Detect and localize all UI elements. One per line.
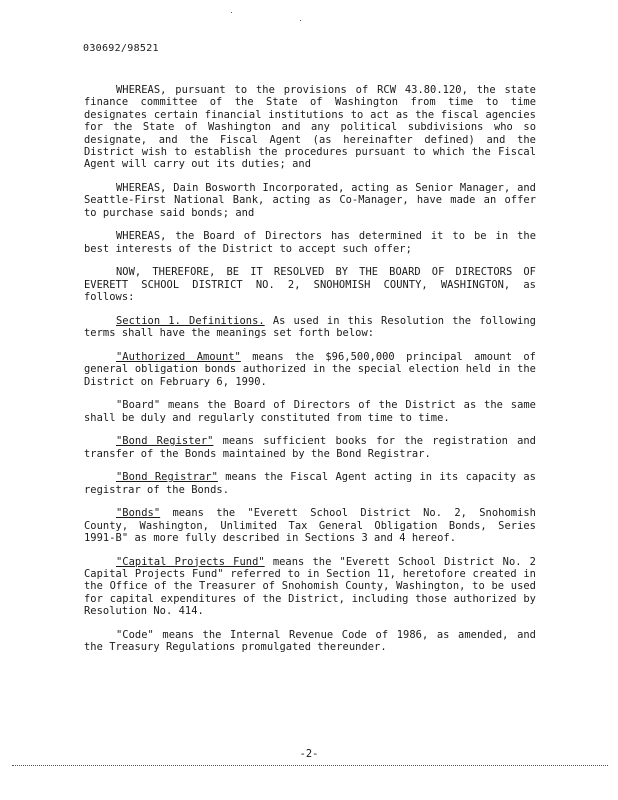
paragraph-text: WHEREAS, the Board of Directors has determined it to be in the best interests of the District to accept such offer;: [84, 230, 536, 255]
paragraph-resolved: [84, 266, 536, 303]
scan-speck: [300, 20, 301, 21]
definition-bond-registrar: [84, 471, 536, 496]
paragraph-section-1: [84, 315, 536, 340]
definition-text: means the Board of Directors of the District as the same shall be duly and regularly constituted from time to time.: [84, 399, 536, 424]
definition-term: "Bond Register": [116, 435, 214, 448]
definition-term: "Authorized Amount": [116, 350, 241, 363]
paragraph-whereas-fiscal-agent: [84, 84, 536, 171]
definition-capital-projects-fund: [84, 556, 536, 618]
definition-term: "Bond Registrar": [116, 471, 218, 484]
paragraph-whereas-best-interests: [84, 230, 536, 255]
definition-board: [84, 399, 536, 424]
definition-text: means sufficient books for the registration and transfer of the Bonds maintained by the Bond Registrar.: [84, 435, 536, 460]
definition-term: "Bonds": [116, 507, 161, 520]
definition-term: "Capital Projects Fund": [116, 555, 265, 568]
definition-term: "Code": [116, 628, 154, 641]
paragraph-text: NOW, THEREFORE, BE IT RESOLVED BY THE BOARD OF DIRECTORS OF EVERETT SCHOOL DISTRICT NO. 2, SNOHOMISH COUNTY, WASHINGTON, as follows:: [84, 266, 536, 304]
definition-bond-register: [84, 435, 536, 460]
definition-text: means the "Everett School District No. 2, Snohomish County, Washington, Unlimited Tax General Obligation Bonds, Series 1991-B" as more fully described in Sections 3 and 4 hereof.: [84, 507, 536, 545]
section-heading: Section 1. Definitions.: [116, 314, 265, 327]
paragraph-text: WHEREAS, Dain Bosworth Incorporated, acting as Senior Manager, and Seattle-First National Bank, acting as Co-Manager, have made an offer to purchase said bonds; and: [84, 182, 536, 219]
paragraph-whereas-underwriters: [84, 182, 536, 219]
definition-bonds: [84, 507, 536, 544]
page-number: -2-: [299, 748, 319, 760]
definition-text: means the "Everett School District No. 2 Capital Projects Fund" referred to in Section 11, heretofore created in the Office of the Treasurer of Snohomish County, Washington, to be used for capital expenditures of the District, including those authorized by Resolution No. 414.: [84, 555, 536, 618]
scan-speck: [231, 12, 232, 13]
definition-term: "Board": [116, 399, 161, 412]
paragraph-text: As used in this Resolution the following terms shall have the meanings set forth below:: [84, 314, 536, 340]
scan-edge-line: [12, 765, 608, 766]
definition-text: means the $96,500,000 principal amount of general obligation bonds authorized in the special election held in the District on February 6, 1990.: [84, 350, 536, 388]
paragraph-text: WHEREAS, pursuant to the provisions of RCW 43.80.120, the state finance committee of the State of Washington from time to time designates certain financial institutions to act as the fiscal agencies for the State of Washington and any political subdivisions who so designate, and the Fiscal Agent (as hereinafter defined) and the District wish to establish the procedures pursuant to which the Fiscal Agent will carry out its duties; and: [84, 84, 536, 171]
definition-text: means the Internal Revenue Code of 1986, as amended, and the Treasury Regulations promulgated thereunder.: [84, 628, 536, 654]
document-body: [84, 84, 536, 665]
document-id: 030692/98521: [83, 43, 159, 54]
definition-authorized-amount: [84, 351, 536, 388]
definition-code: [84, 629, 536, 654]
definition-text: means the Fiscal Agent acting in its capacity as registrar of the Bonds.: [84, 471, 536, 496]
